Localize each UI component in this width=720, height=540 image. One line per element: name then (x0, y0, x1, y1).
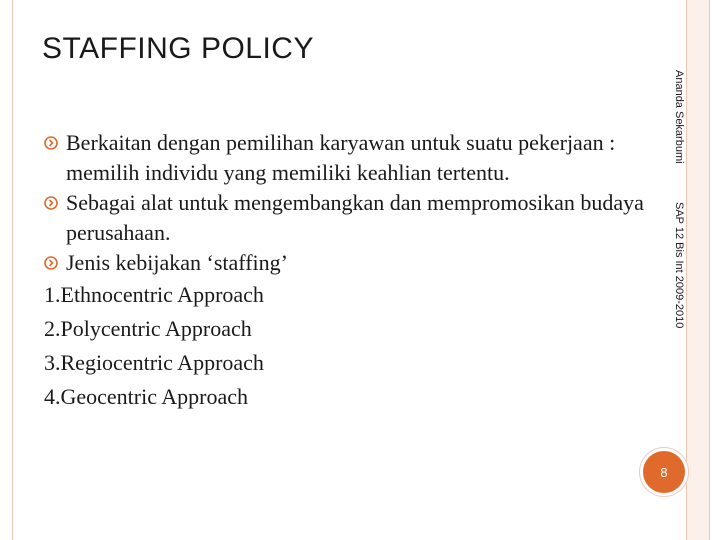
numbered-item: 3.Regiocentric Approach (44, 350, 264, 375)
bullet-item (44, 248, 664, 278)
side-course: SAP 12 Bis Int 2009-2010 (673, 201, 685, 328)
bullet-chevron-icon (44, 196, 58, 210)
bullet-text: Berkaitan dengan pemilihan karyawan untuk suatu pekerjaan : memilih individu yang memiliki keahlian tertentu. (66, 130, 616, 185)
slide-title: STAFFING POLICY (42, 32, 314, 65)
page-number-badge: 8 (640, 448, 688, 496)
frame-left-line (12, 0, 13, 540)
bullet-item (44, 128, 664, 188)
bullet-chevron-icon (44, 136, 58, 150)
bullet-text: Sebagai alat untuk mengembangkan dan mempromosikan budaya perusahaan. (66, 190, 644, 245)
numbered-item: 4.Geocentric Approach (44, 384, 249, 409)
bullet-chevron-icon (44, 256, 58, 270)
bullet-item (44, 188, 664, 248)
bullet-text: Jenis kebijakan ‘staffing’ (66, 250, 288, 275)
numbered-item: 1.Ethnocentric Approach (44, 282, 264, 307)
side-author: Ananda Sekarbumi (673, 70, 685, 164)
slide-content (44, 128, 664, 414)
side-footer (669, 70, 689, 328)
frame-right-band (686, 0, 710, 540)
numbered-item: 2.Polycentric Approach (44, 316, 252, 341)
